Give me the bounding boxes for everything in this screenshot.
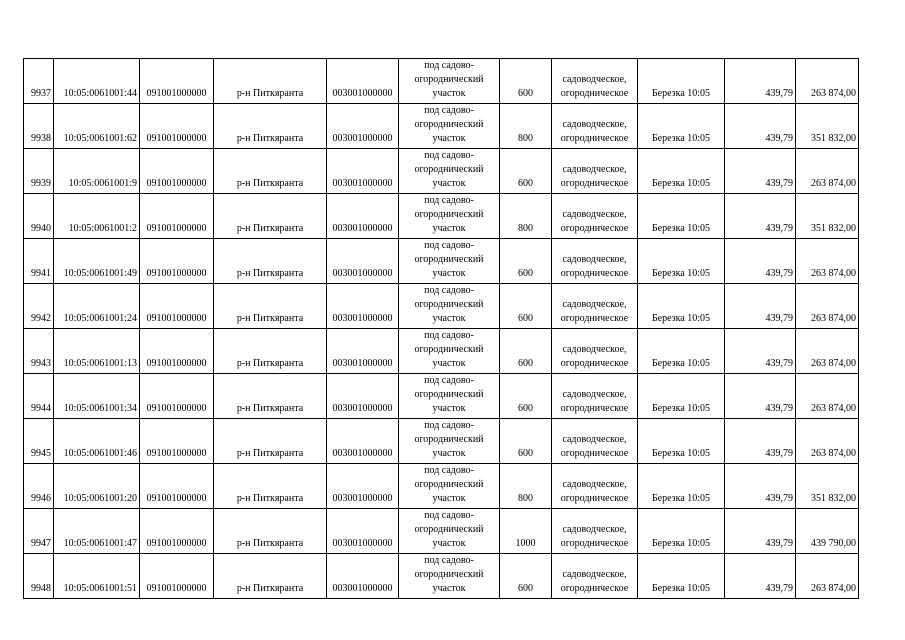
purpose-cell bbox=[399, 374, 500, 419]
permitted-use-line: огородническое bbox=[560, 403, 629, 414]
purpose-line: огороднический bbox=[414, 344, 484, 355]
purpose-cell bbox=[399, 554, 500, 599]
purpose-line: огороднический bbox=[414, 524, 484, 535]
okato-code-cell: 091001000000 bbox=[140, 554, 214, 599]
permitted-use-line: садоводческое, bbox=[562, 434, 627, 445]
purpose-cell bbox=[399, 329, 500, 374]
permitted-use-line: огородническое bbox=[560, 448, 629, 459]
permitted-use-line: садоводческое, bbox=[562, 344, 627, 355]
cadastral-value-cell: 351 832,00 bbox=[796, 194, 859, 239]
table-row bbox=[24, 374, 859, 419]
purpose-line: под садово- bbox=[424, 375, 474, 386]
permitted-use-cell bbox=[552, 284, 638, 329]
purpose-line: участок bbox=[432, 583, 466, 594]
cadastral-value-cell: 263 874,00 bbox=[796, 59, 859, 104]
land-plots-table bbox=[23, 58, 859, 599]
oktmo-code-cell: 003001000000 bbox=[327, 59, 399, 104]
table-row bbox=[24, 509, 859, 554]
okato-code-cell: 091001000000 bbox=[140, 284, 214, 329]
purpose-line: огороднический bbox=[414, 479, 484, 490]
purpose-line: огороднический bbox=[414, 389, 484, 400]
purpose-cell bbox=[399, 59, 500, 104]
row-number-cell: 9945 bbox=[24, 419, 54, 464]
purpose-cell bbox=[399, 419, 500, 464]
okato-code-cell: 091001000000 bbox=[140, 149, 214, 194]
permitted-use-line: огородническое bbox=[560, 223, 629, 234]
permitted-use-cell bbox=[552, 329, 638, 374]
purpose-cell bbox=[399, 239, 500, 284]
area-cell: 600 bbox=[500, 374, 552, 419]
purpose-line: огороднический bbox=[414, 74, 484, 85]
cadastral-number-cell: 10:05:0061001:47 bbox=[54, 509, 140, 554]
permitted-use-line: огородническое bbox=[560, 538, 629, 549]
area-cell: 600 bbox=[500, 149, 552, 194]
okato-code-cell: 091001000000 bbox=[140, 59, 214, 104]
okato-code-cell: 091001000000 bbox=[140, 509, 214, 554]
area-cell: 600 bbox=[500, 554, 552, 599]
district-cell: р-н Питкяранта bbox=[214, 554, 327, 599]
purpose-line: участок bbox=[432, 133, 466, 144]
location-cell: Березка 10:05 bbox=[638, 329, 725, 374]
table-row bbox=[24, 464, 859, 509]
cadastral-number-cell: 10:05:0061001:44 bbox=[54, 59, 140, 104]
purpose-line: под садово- bbox=[424, 105, 474, 116]
district-cell: р-н Питкяранта bbox=[214, 464, 327, 509]
table-row bbox=[24, 284, 859, 329]
area-cell: 600 bbox=[500, 284, 552, 329]
purpose-line: под садово- bbox=[424, 555, 474, 566]
oktmo-code-cell: 003001000000 bbox=[327, 464, 399, 509]
purpose-line: под садово- bbox=[424, 420, 474, 431]
table-row bbox=[24, 194, 859, 239]
oktmo-code-cell: 003001000000 bbox=[327, 239, 399, 284]
cadastral-number-cell: 10:05:0061001:46 bbox=[54, 419, 140, 464]
district-cell: р-н Питкяранта bbox=[214, 284, 327, 329]
location-cell: Березка 10:05 bbox=[638, 374, 725, 419]
permitted-use-line: огородническое bbox=[560, 313, 629, 324]
cadastral-number-cell: 10:05:0061001:49 bbox=[54, 239, 140, 284]
cadastral-number-cell: 10:05:0061001:51 bbox=[54, 554, 140, 599]
purpose-line: участок bbox=[432, 538, 466, 549]
district-cell: р-н Питкяранта bbox=[214, 104, 327, 149]
permitted-use-cell bbox=[552, 59, 638, 104]
purpose-line: участок bbox=[432, 448, 466, 459]
permitted-use-cell bbox=[552, 239, 638, 284]
purpose-line: участок bbox=[432, 88, 466, 99]
cadastral-number-cell: 10:05:0061001:2 bbox=[54, 194, 140, 239]
table-row bbox=[24, 554, 859, 599]
table-row bbox=[24, 104, 859, 149]
area-cell: 600 bbox=[500, 419, 552, 464]
permitted-use-line: садоводческое, bbox=[562, 209, 627, 220]
row-number-cell: 9939 bbox=[24, 149, 54, 194]
district-cell: р-н Питкяранта bbox=[214, 59, 327, 104]
area-cell: 800 bbox=[500, 104, 552, 149]
purpose-line: участок bbox=[432, 223, 466, 234]
permitted-use-line: садоводческое, bbox=[562, 74, 627, 85]
purpose-cell bbox=[399, 104, 500, 149]
area-cell: 600 bbox=[500, 239, 552, 284]
oktmo-code-cell: 003001000000 bbox=[327, 509, 399, 554]
district-cell: р-н Питкяранта bbox=[214, 194, 327, 239]
permitted-use-line: огородническое bbox=[560, 268, 629, 279]
district-cell: р-н Питкяранта bbox=[214, 149, 327, 194]
purpose-line: под садово- bbox=[424, 510, 474, 521]
cadastral-value-cell: 263 874,00 bbox=[796, 284, 859, 329]
permitted-use-line: садоводческое, bbox=[562, 299, 627, 310]
purpose-line: огороднический bbox=[414, 164, 484, 175]
table-row bbox=[24, 59, 859, 104]
permitted-use-line: садоводческое, bbox=[562, 569, 627, 580]
row-number-cell: 9943 bbox=[24, 329, 54, 374]
purpose-line: под садово- bbox=[424, 330, 474, 341]
purpose-line: участок bbox=[432, 403, 466, 414]
location-cell: Березка 10:05 bbox=[638, 464, 725, 509]
district-cell: р-н Питкяранта bbox=[214, 374, 327, 419]
oktmo-code-cell: 003001000000 bbox=[327, 149, 399, 194]
district-cell: р-н Питкяранта bbox=[214, 239, 327, 284]
permitted-use-line: огородническое bbox=[560, 358, 629, 369]
location-cell: Березка 10:05 bbox=[638, 59, 725, 104]
permitted-use-line: садоводческое, bbox=[562, 164, 627, 175]
purpose-line: участок bbox=[432, 178, 466, 189]
location-cell: Березка 10:05 bbox=[638, 194, 725, 239]
area-cell: 600 bbox=[500, 329, 552, 374]
permitted-use-cell bbox=[552, 509, 638, 554]
specific-value-cell: 439,79 bbox=[725, 419, 796, 464]
permitted-use-line: садоводческое, bbox=[562, 479, 627, 490]
specific-value-cell: 439,79 bbox=[725, 239, 796, 284]
cadastral-number-cell: 10:05:0061001:24 bbox=[54, 284, 140, 329]
purpose-line: огороднический bbox=[414, 434, 484, 445]
row-number-cell: 9944 bbox=[24, 374, 54, 419]
purpose-line: огороднический bbox=[414, 569, 484, 580]
permitted-use-line: огородническое bbox=[560, 88, 629, 99]
location-cell: Березка 10:05 bbox=[638, 509, 725, 554]
permitted-use-cell bbox=[552, 104, 638, 149]
purpose-line: огороднический bbox=[414, 119, 484, 130]
okato-code-cell: 091001000000 bbox=[140, 239, 214, 284]
row-number-cell: 9938 bbox=[24, 104, 54, 149]
okato-code-cell: 091001000000 bbox=[140, 194, 214, 239]
oktmo-code-cell: 003001000000 bbox=[327, 284, 399, 329]
okato-code-cell: 091001000000 bbox=[140, 464, 214, 509]
purpose-line: участок bbox=[432, 493, 466, 504]
cadastral-value-cell: 263 874,00 bbox=[796, 149, 859, 194]
specific-value-cell: 439,79 bbox=[725, 464, 796, 509]
cadastral-number-cell: 10:05:0061001:13 bbox=[54, 329, 140, 374]
location-cell: Березка 10:05 bbox=[638, 239, 725, 284]
specific-value-cell: 439,79 bbox=[725, 329, 796, 374]
okato-code-cell: 091001000000 bbox=[140, 104, 214, 149]
row-number-cell: 9937 bbox=[24, 59, 54, 104]
oktmo-code-cell: 003001000000 bbox=[327, 194, 399, 239]
area-cell: 800 bbox=[500, 194, 552, 239]
purpose-line: под садово- bbox=[424, 285, 474, 296]
location-cell: Березка 10:05 bbox=[638, 149, 725, 194]
district-cell: р-н Питкяранта bbox=[214, 419, 327, 464]
district-cell: р-н Питкяранта bbox=[214, 509, 327, 554]
location-cell: Березка 10:05 bbox=[638, 104, 725, 149]
area-cell: 800 bbox=[500, 464, 552, 509]
cadastral-value-cell: 263 874,00 bbox=[796, 374, 859, 419]
okato-code-cell: 091001000000 bbox=[140, 374, 214, 419]
permitted-use-line: огородническое bbox=[560, 133, 629, 144]
purpose-cell bbox=[399, 149, 500, 194]
oktmo-code-cell: 003001000000 bbox=[327, 554, 399, 599]
district-cell: р-н Питкяранта bbox=[214, 329, 327, 374]
table-row bbox=[24, 149, 859, 194]
okato-code-cell: 091001000000 bbox=[140, 329, 214, 374]
permitted-use-line: огородническое bbox=[560, 583, 629, 594]
specific-value-cell: 439,79 bbox=[725, 194, 796, 239]
purpose-cell bbox=[399, 464, 500, 509]
purpose-line: участок bbox=[432, 313, 466, 324]
location-cell: Березка 10:05 bbox=[638, 419, 725, 464]
cadastral-number-cell: 10:05:0061001:62 bbox=[54, 104, 140, 149]
cadastral-value-cell: 263 874,00 bbox=[796, 554, 859, 599]
purpose-cell bbox=[399, 284, 500, 329]
permitted-use-cell bbox=[552, 149, 638, 194]
row-number-cell: 9942 bbox=[24, 284, 54, 329]
row-number-cell: 9948 bbox=[24, 554, 54, 599]
oktmo-code-cell: 003001000000 bbox=[327, 104, 399, 149]
permitted-use-cell bbox=[552, 464, 638, 509]
purpose-line: участок bbox=[432, 268, 466, 279]
permitted-use-line: огородническое bbox=[560, 493, 629, 504]
purpose-line: под садово- bbox=[424, 60, 474, 71]
purpose-cell bbox=[399, 194, 500, 239]
cadastral-value-cell: 351 832,00 bbox=[796, 464, 859, 509]
location-cell: Березка 10:05 bbox=[638, 284, 725, 329]
specific-value-cell: 439,79 bbox=[725, 554, 796, 599]
purpose-line: огороднический bbox=[414, 254, 484, 265]
purpose-line: огороднический bbox=[414, 299, 484, 310]
cadastral-value-cell: 263 874,00 bbox=[796, 419, 859, 464]
cadastral-number-cell: 10:05:0061001:9 bbox=[54, 149, 140, 194]
cadastral-value-cell: 351 832,00 bbox=[796, 104, 859, 149]
okato-code-cell: 091001000000 bbox=[140, 419, 214, 464]
row-number-cell: 9947 bbox=[24, 509, 54, 554]
row-number-cell: 9940 bbox=[24, 194, 54, 239]
oktmo-code-cell: 003001000000 bbox=[327, 329, 399, 374]
permitted-use-cell bbox=[552, 374, 638, 419]
permitted-use-line: садоводческое, bbox=[562, 524, 627, 535]
location-cell: Березка 10:05 bbox=[638, 554, 725, 599]
oktmo-code-cell: 003001000000 bbox=[327, 374, 399, 419]
table-row bbox=[24, 419, 859, 464]
table-row bbox=[24, 329, 859, 374]
purpose-line: под садово- bbox=[424, 195, 474, 206]
cadastral-value-cell: 263 874,00 bbox=[796, 329, 859, 374]
cadastral-value-cell: 263 874,00 bbox=[796, 239, 859, 284]
permitted-use-line: садоводческое, bbox=[562, 254, 627, 265]
permitted-use-line: садоводческое, bbox=[562, 119, 627, 130]
cadastral-number-cell: 10:05:0061001:20 bbox=[54, 464, 140, 509]
purpose-line: под садово- bbox=[424, 150, 474, 161]
permitted-use-line: садоводческое, bbox=[562, 389, 627, 400]
oktmo-code-cell: 003001000000 bbox=[327, 419, 399, 464]
purpose-line: огороднический bbox=[414, 209, 484, 220]
specific-value-cell: 439,79 bbox=[725, 59, 796, 104]
purpose-line: под садово- bbox=[424, 465, 474, 476]
permitted-use-cell bbox=[552, 419, 638, 464]
area-cell: 1000 bbox=[500, 509, 552, 554]
specific-value-cell: 439,79 bbox=[725, 104, 796, 149]
table-body bbox=[24, 59, 859, 599]
permitted-use-cell bbox=[552, 554, 638, 599]
cadastral-number-cell: 10:05:0061001:34 bbox=[54, 374, 140, 419]
specific-value-cell: 439,79 bbox=[725, 509, 796, 554]
permitted-use-cell bbox=[552, 194, 638, 239]
table-row bbox=[24, 239, 859, 284]
purpose-line: участок bbox=[432, 358, 466, 369]
purpose-cell bbox=[399, 509, 500, 554]
cadastral-value-cell: 439 790,00 bbox=[796, 509, 859, 554]
specific-value-cell: 439,79 bbox=[725, 284, 796, 329]
purpose-line: под садово- bbox=[424, 240, 474, 251]
specific-value-cell: 439,79 bbox=[725, 149, 796, 194]
row-number-cell: 9941 bbox=[24, 239, 54, 284]
row-number-cell: 9946 bbox=[24, 464, 54, 509]
area-cell: 600 bbox=[500, 59, 552, 104]
permitted-use-line: огородническое bbox=[560, 178, 629, 189]
specific-value-cell: 439,79 bbox=[725, 374, 796, 419]
